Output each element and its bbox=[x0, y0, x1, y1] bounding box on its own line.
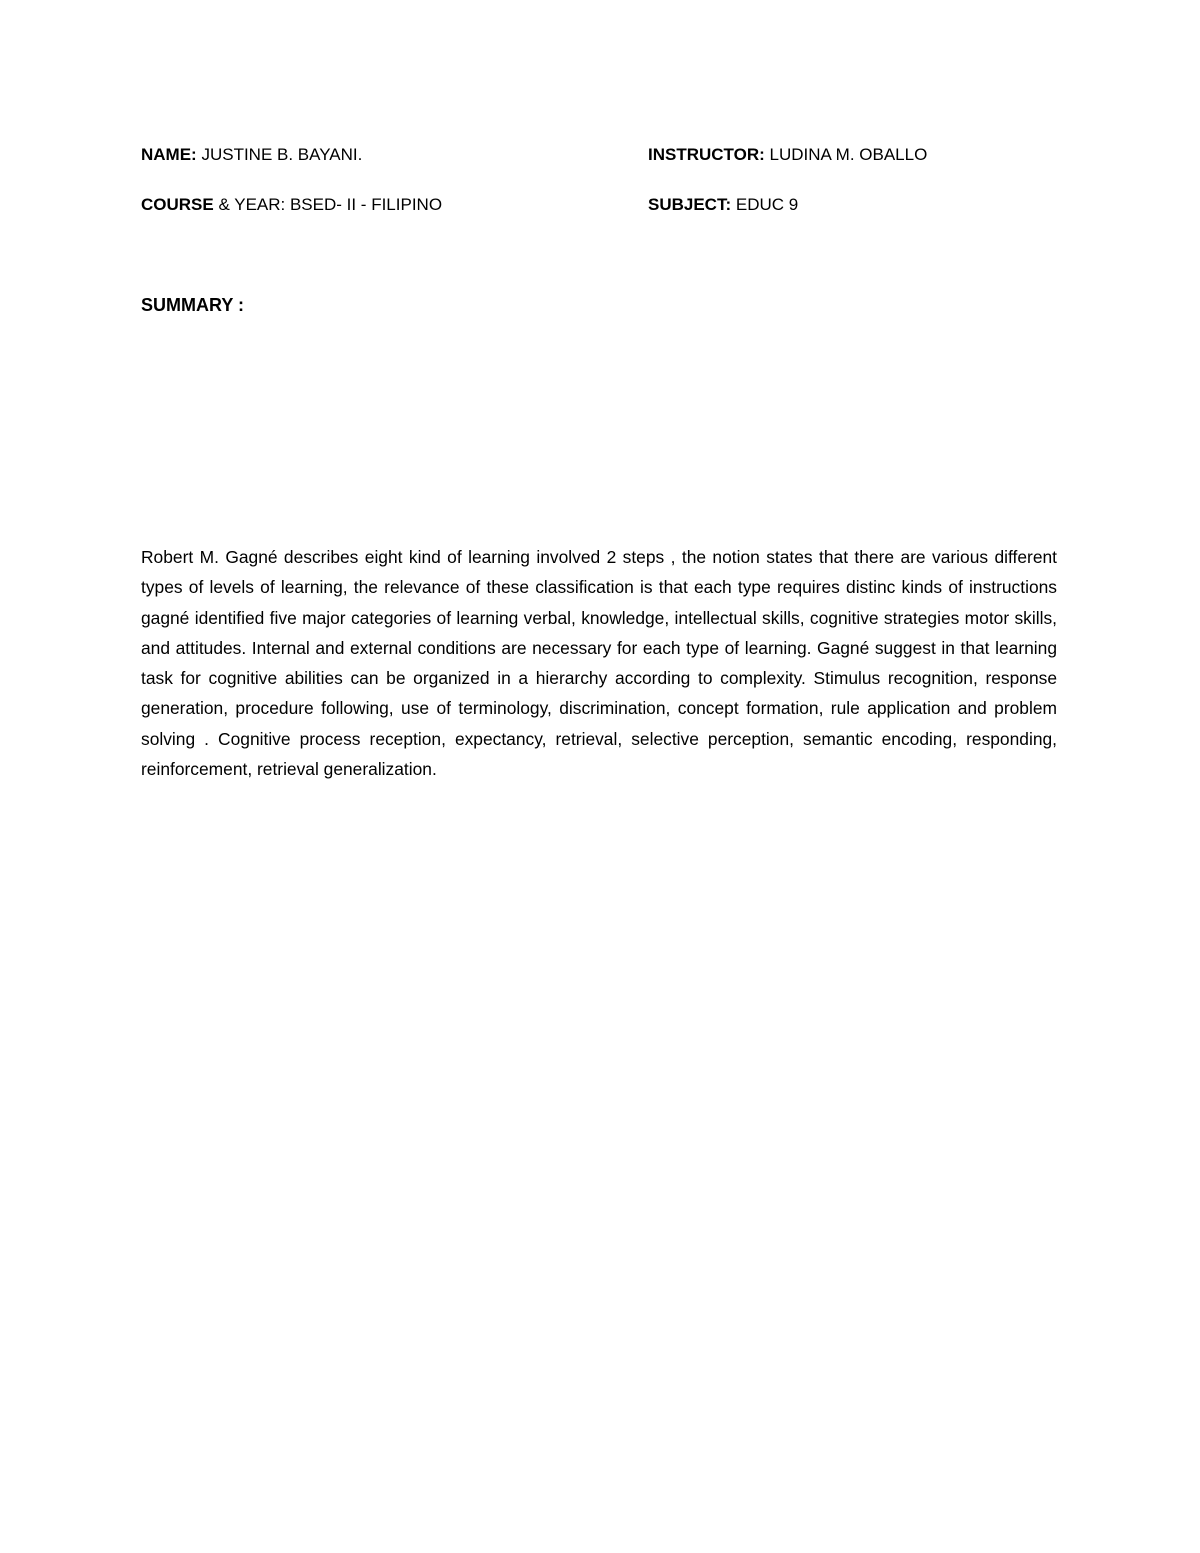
course-field bbox=[141, 193, 442, 217]
instructor-value: LUDINA M. OBALLO bbox=[769, 145, 928, 164]
subject-field bbox=[648, 193, 798, 217]
subject-label: SUBJECT: bbox=[648, 195, 732, 214]
summary-heading: SUMMARY : bbox=[141, 295, 244, 315]
subject-value: EDUC 9 bbox=[735, 195, 799, 214]
instructor-field bbox=[648, 143, 927, 167]
name-value: JUSTINE B. BAYANI. bbox=[201, 145, 363, 164]
summary-paragraph: Robert M. Gagné describes eight kind of learning involved 2 steps , the notion states that there are various different types of levels of learning, the relevance of these classification is that each type requires distinc kinds of instructions gagné identified five major categories of learning verbal, knowledge, intellectual skills, cognitive strategies motor skills, and attitudes. Internal and external conditions are necessary for each type of learning. Gagné suggest in that learning task for cognitive abilities can be organized in a hierarchy according to complexity. Stimulus recognition, response generation, procedure following, use of terminology, discrimination, concept formation, rule application and problem solving . Cognitive process reception, expectancy, retrieval, selective perception, semantic encoding, responding, reinforcement, retrieval generalization. bbox=[141, 547, 1057, 780]
name-field bbox=[141, 143, 362, 167]
instructor-label: INSTRUCTOR: bbox=[648, 145, 765, 164]
course-label: COURSE bbox=[141, 195, 214, 214]
course-value: & YEAR: BSED- II - FILIPINO bbox=[218, 195, 443, 214]
name-label: NAME: bbox=[141, 145, 197, 164]
